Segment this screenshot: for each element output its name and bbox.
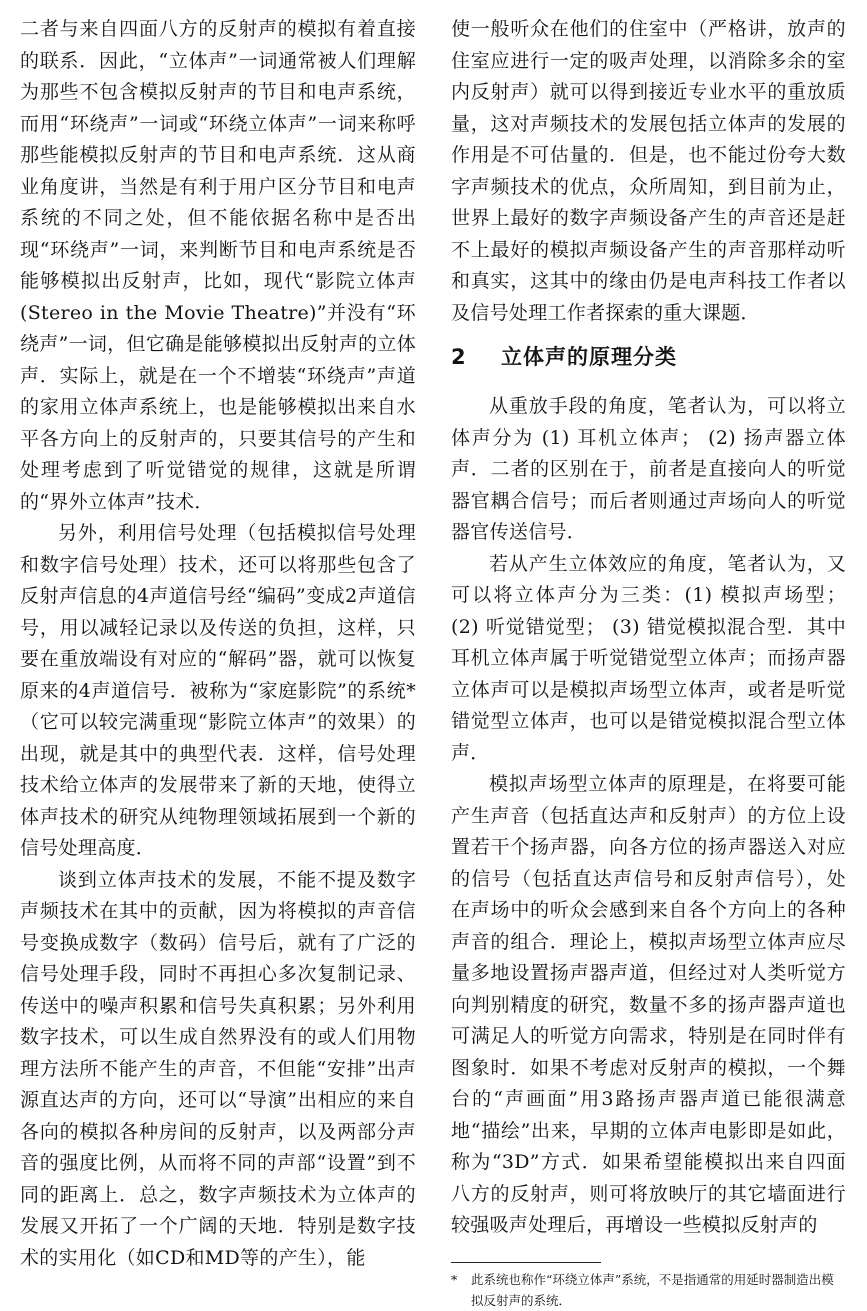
paragraph: 从重放手段的角度，笔者认为，可以将立体声分为 (1) 耳机立体声； (2) 扬声器立体声．二者的区别在于，前者是直接向人的听觉器官耦合信号；而后者则通过声场向人的听觉器官传送信号． <box>451 395 846 543</box>
section-heading <box>451 343 846 371</box>
section-title: 立体声的原理分类 <box>501 345 677 369</box>
section-number: 2 <box>451 345 467 369</box>
paragraph: 模拟声场型立体声的原理是，在将要可能产生声音（包括直达声和反射声）的方位上设置若干个扬声器，向各方位的扬声器送入对应的信号（包括直达声信号和反射声信号），处在声场中的听众会感到来自各个方向上的各种声音的组合．理论上，模拟声场型立体声应尽量多地设置扬声器声道，但经过对人类听觉方向判别精度的研究，数量不多的扬声器声道也可满足人的听觉方向需求，特别是在同时伴有图象时．如果不考虑对反射声的模拟，一个舞台的“声画面”用3路扬声器声道已能很满意地“描绘”出来，早期的立体声电影即是如此，称为“3D”方式．如果希望能模拟出来自四面八方的反射声，则可将放映厅的其它墙面进行较强吸声处理后，再增设一些模拟反射声的 <box>451 773 846 1236</box>
footnote-text: 此系统也称作“环绕立体声”系统，不是指通常的用延时器制造出模拟反射声的系统． <box>471 1271 834 1308</box>
footnote-divider <box>451 1262 601 1263</box>
left-column <box>20 14 416 1274</box>
paragraph: 使一般听众在他们的住室中（严格讲，放声的住室应进行一定的吸声处理，以消除多余的室内反射声）就可以得到接近专业水平的重放质量，这对声频技术的发展包括立体声的发展的作用是不可估量的．但是，也不能过份夸大数字声频技术的优点，众所周知，到目前为止，世界上最好的数字声频设备产生的声音还是赶不上最好的模拟声频设备产生的声音那样动听和真实，这其中的缘由仍是电声科技工作者以及信号处理工作者探索的重大课题． <box>451 18 846 324</box>
right-column <box>451 14 846 1311</box>
paragraph: 二者与来自四面八方的反射声的模拟有着直接的联系．因此，“立体声”一词通常被人们理解为那些不包含模拟反射声的节目和电声系统，而用“环绕声”一词或“环绕立体声”一词来称呼那些能模拟反射声的节目和电声系统．这从商业角度讲，当然是有利于用户区分节目和电声系统的不同之处，但不能依据名称中是否出现“环绕声”一词，来判断节目和电声系统是否能够模拟出反射声，比如，现代“影院立体声 (Stereo in the Movie Theatre)”并没有“环绕声”一词，但它确是能够模拟出反射声的立体声．实际上，就是在一个不增装“环绕声”声道的家用立体声系统上，也是能够模拟出来自水平各方向上的反射声的，只要其信号的产生和处理考虑到了听觉错觉的规律，这就是所谓的“界外立体声”技术． <box>20 18 417 513</box>
paragraph: 谈到立体声技术的发展，不能不提及数字声频技术在其中的贡献，因为将模拟的声音信号变换成数字（数码）信号后，就有了广泛的信号处理手段，同时不再担心多次复制记录、传送中的噪声积累和信号失真积累；另外利用数字技术，可以生成自然界没有的或人们用物理方法所不能产生的声音，不但能“安排”出声源直达声的方向，还可以“导演”出相应的来自各向的模拟各种房间的反射声，以及两部分声音的强度比例，从而将不同的声部“设置”到不同的距离上．总之，数字声频技术为立体声的发展又开拓了一个广阔的天地．特别是数字技术的实用化（如CD和MD等的产生），能 <box>20 868 416 1269</box>
paragraph: 若从产生立体效应的角度，笔者认为，又可以将立体声分为三类：(1) 模拟声场型； (2) 听觉错觉型； (3) 错觉模拟混合型．其中耳机立体声属于听觉错觉型立体声；而扬声器立体声可以是模拟声场型立体声，或者是听觉错觉型立体声，也可以是错觉模拟混合型立体声． <box>451 552 846 764</box>
paragraph: 另外，利用信号处理（包括模拟信号处理和数字信号处理）技术，还可以将那些包含了反射声信息的4声道信号经“编码”变成2声道信号，用以减轻记录以及传送的负担，这样，只要在重放端设有对应的“解码”器，就可以恢复原来的4声道信号．被称为“家庭影院”的系统*（它可以较完满重现“影院立体声”的效果）的出现，就是其中的典型代表．这样，信号处理技术给立体声的发展带来了新的天地，使得立体声技术的研究从纯物理领域拓展到一个新的信号处理高度． <box>20 522 416 859</box>
footnote <box>451 1269 846 1311</box>
footnote-marker: * <box>451 1271 458 1287</box>
